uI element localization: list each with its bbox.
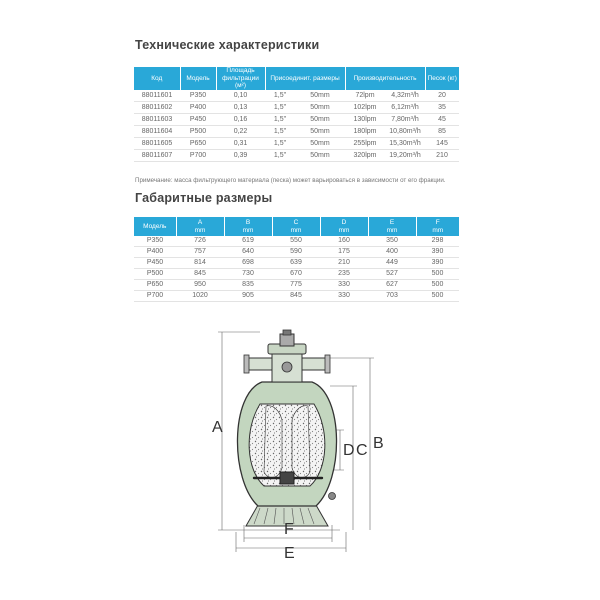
cell-e: 350 <box>368 236 416 247</box>
table-row <box>134 247 459 258</box>
cell-f: 500 <box>416 291 459 302</box>
cell-d: 210 <box>320 258 368 269</box>
table-row <box>134 125 459 137</box>
cell-a: 757 <box>176 247 224 258</box>
table-row <box>134 291 459 302</box>
cell-e: 400 <box>368 247 416 258</box>
cell-model: P700 <box>134 291 176 302</box>
cell-model: P350 <box>180 90 216 102</box>
cell-model: P400 <box>134 247 176 258</box>
cell-d: 175 <box>320 247 368 258</box>
label-b: B <box>373 435 384 452</box>
cell-sand: 210 <box>425 149 459 161</box>
cell-model: P350 <box>134 236 176 247</box>
label-d: D <box>343 442 355 459</box>
col-header-e <box>368 217 416 236</box>
cell-model: P400 <box>180 101 216 113</box>
cell-m3h: 15,30m³/h <box>385 137 425 149</box>
cell-code: 88011605 <box>134 137 180 149</box>
filter-dimension-diagram <box>200 320 400 560</box>
col-header-performance: Производительность <box>345 67 425 90</box>
table-row <box>134 236 459 247</box>
col-header-b <box>224 217 272 236</box>
cell-d: 160 <box>320 236 368 247</box>
cell-m3h: 7,80m³/h <box>385 113 425 125</box>
cell-lpm: 255lpm <box>345 137 385 149</box>
table-row <box>134 101 459 113</box>
cell-code: 88011601 <box>134 90 180 102</box>
cell-a: 845 <box>176 269 224 280</box>
cell-conn-inch: 1,5" <box>265 137 295 149</box>
cell-model: P500 <box>134 269 176 280</box>
header-unit: mm <box>242 226 254 234</box>
cell-b: 640 <box>224 247 272 258</box>
cell-f: 500 <box>416 280 459 291</box>
cell-code: 88011607 <box>134 149 180 161</box>
col-header-d <box>320 217 368 236</box>
cell-conn-mm: 50mm <box>295 149 345 161</box>
dimensions-title: Габаритные размеры <box>135 191 273 205</box>
table-row <box>134 269 459 280</box>
cell-area: 0,13 <box>216 101 265 113</box>
header-letter: C <box>293 219 299 226</box>
cell-conn-mm: 50mm <box>295 137 345 149</box>
header-unit: mm <box>338 226 350 234</box>
label-c: C <box>356 442 368 459</box>
col-header-c <box>272 217 320 236</box>
col-header-f <box>416 217 459 236</box>
col-header-area-line1: Площадь <box>226 67 255 74</box>
cell-conn-inch: 1,5" <box>265 149 295 161</box>
cell-m3h: 10,80m³/h <box>385 125 425 137</box>
cell-e: 627 <box>368 280 416 291</box>
cell-m3h: 4,32m³/h <box>385 90 425 102</box>
cell-sand: 145 <box>425 137 459 149</box>
cell-conn-inch: 1,5" <box>265 113 295 125</box>
cell-f: 500 <box>416 269 459 280</box>
cell-model: P650 <box>180 137 216 149</box>
col-header-area <box>216 67 265 90</box>
cell-f: 390 <box>416 258 459 269</box>
specs-title: Технические характеристики <box>135 38 320 52</box>
cell-lpm: 72lpm <box>345 90 385 102</box>
cell-a: 1020 <box>176 291 224 302</box>
cell-sand: 85 <box>425 125 459 137</box>
table-row <box>134 149 459 161</box>
cell-area: 0,39 <box>216 149 265 161</box>
cell-a: 950 <box>176 280 224 291</box>
col-header-a <box>176 217 224 236</box>
cell-conn-mm: 50mm <box>295 90 345 102</box>
col-header-code: Код <box>134 67 180 90</box>
header-unit: mm <box>290 226 302 234</box>
cell-e: 703 <box>368 291 416 302</box>
header-letter: D <box>341 219 347 226</box>
cell-sand: 35 <box>425 101 459 113</box>
specs-note: Примечание: масса фильтрующего материала (песка) может варьироваться в зависимости от его фракции. <box>135 177 446 184</box>
cell-conn-inch: 1,5" <box>265 125 295 137</box>
col-header-model: Модель <box>134 217 176 236</box>
cell-lpm: 130lpm <box>345 113 385 125</box>
cell-model: P700 <box>180 149 216 161</box>
cell-a: 726 <box>176 236 224 247</box>
cell-conn-inch: 1,5" <box>265 101 295 113</box>
cell-c: 550 <box>272 236 320 247</box>
cell-lpm: 102lpm <box>345 101 385 113</box>
col-header-connection: Присоединит. размеры <box>265 67 345 90</box>
label-a: A <box>212 419 223 436</box>
cell-f: 390 <box>416 247 459 258</box>
header-unit: mm <box>194 226 206 234</box>
cell-lpm: 320lpm <box>345 149 385 161</box>
header-letter: F <box>435 219 440 226</box>
cell-e: 527 <box>368 269 416 280</box>
cell-code: 88011604 <box>134 125 180 137</box>
cell-conn-inch: 1,5" <box>265 90 295 102</box>
label-f: F <box>284 521 294 538</box>
cell-c: 639 <box>272 258 320 269</box>
table-row <box>134 280 459 291</box>
header-unit: mm <box>386 226 398 234</box>
cell-b: 730 <box>224 269 272 280</box>
cell-conn-mm: 50mm <box>295 125 345 137</box>
cell-conn-mm: 50mm <box>295 101 345 113</box>
cell-area: 0,10 <box>216 90 265 102</box>
table-row <box>134 113 459 125</box>
cell-conn-mm: 50mm <box>295 113 345 125</box>
cell-model: P450 <box>134 258 176 269</box>
cell-c: 590 <box>272 247 320 258</box>
cell-area: 0,31 <box>216 137 265 149</box>
specs-header-row <box>134 67 459 90</box>
cell-m3h: 19,20m³/h <box>385 149 425 161</box>
cell-c: 845 <box>272 291 320 302</box>
cell-b: 835 <box>224 280 272 291</box>
cell-area: 0,16 <box>216 113 265 125</box>
drain-plug <box>329 493 336 500</box>
header-letter: E <box>389 219 395 226</box>
label-e: E <box>284 545 295 560</box>
col-header-sand: Песок (кг) <box>425 67 459 90</box>
cell-d: 330 <box>320 280 368 291</box>
cell-area: 0,22 <box>216 125 265 137</box>
cell-code: 88011602 <box>134 101 180 113</box>
col-header-model: Модель <box>180 67 216 90</box>
cell-f: 298 <box>416 236 459 247</box>
table-row <box>134 137 459 149</box>
cell-d: 330 <box>320 291 368 302</box>
cell-sand: 45 <box>425 113 459 125</box>
cell-c: 670 <box>272 269 320 280</box>
cell-model: P650 <box>134 280 176 291</box>
cell-model: P450 <box>180 113 216 125</box>
specs-table <box>134 67 459 162</box>
cell-b: 698 <box>224 258 272 269</box>
col-header-area-line2: фильтрации (м²) <box>222 74 259 89</box>
cell-a: 814 <box>176 258 224 269</box>
cell-e: 449 <box>368 258 416 269</box>
cell-model: P500 <box>180 125 216 137</box>
header-unit: mm <box>432 226 444 234</box>
dimensions-header-row <box>134 217 459 236</box>
cell-b: 905 <box>224 291 272 302</box>
multiport-valve <box>244 330 330 382</box>
table-row <box>134 258 459 269</box>
cell-d: 235 <box>320 269 368 280</box>
cell-lpm: 180lpm <box>345 125 385 137</box>
cell-c: 775 <box>272 280 320 291</box>
cell-m3h: 6,12m³/h <box>385 101 425 113</box>
cell-b: 619 <box>224 236 272 247</box>
cell-sand: 20 <box>425 90 459 102</box>
dimensions-table <box>134 217 459 302</box>
header-letter: A <box>197 219 203 226</box>
header-letter: B <box>245 219 251 226</box>
table-row <box>134 90 459 102</box>
cell-code: 88011603 <box>134 113 180 125</box>
